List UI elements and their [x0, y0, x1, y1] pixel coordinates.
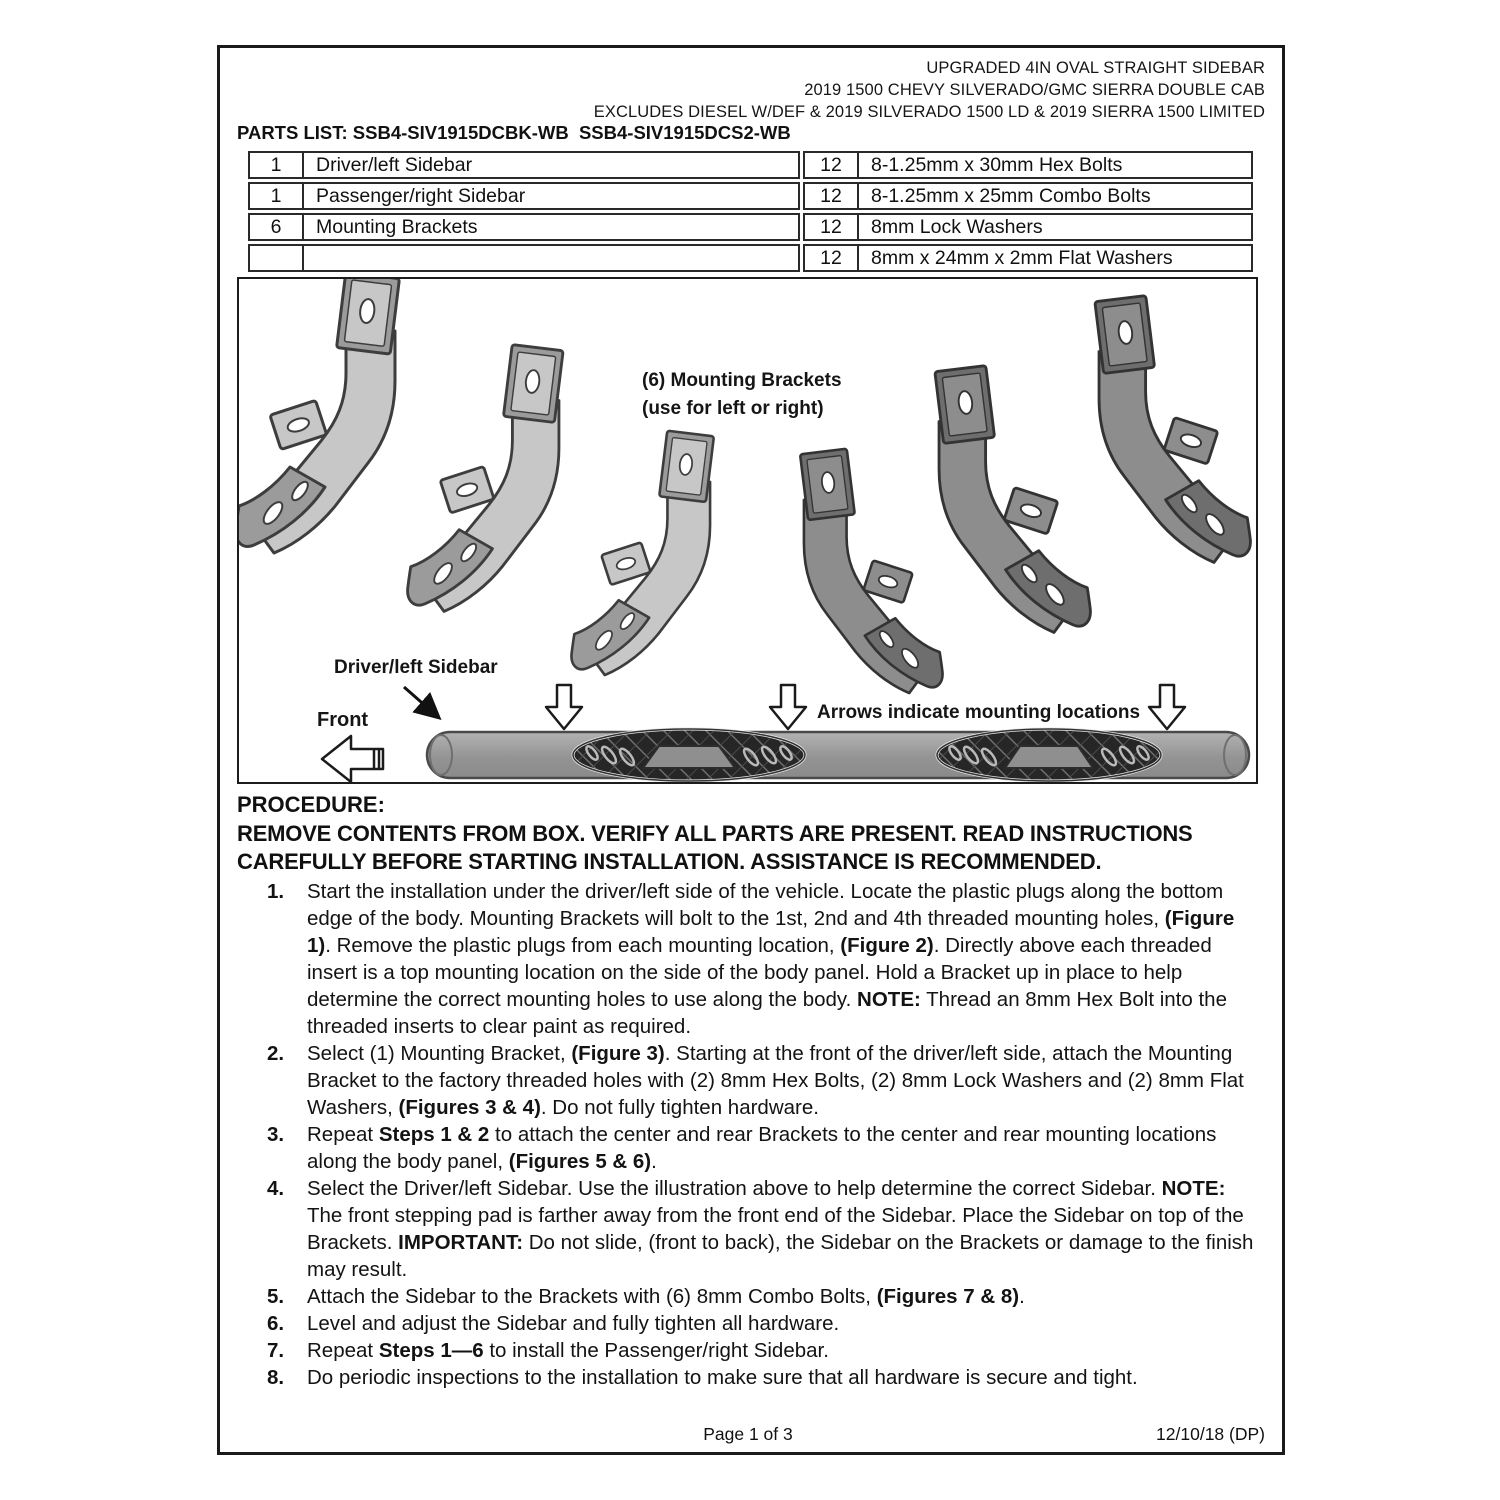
step-text: Repeat Steps 1 & 2 to attach the center and rear Brackets to the center and rear mounting locations along the body panel, (Figures 5 & 6).	[307, 1123, 1217, 1173]
parts-row-left-box	[248, 151, 800, 179]
header-title-line: UPGRADED 4IN OVAL STRAIGHT SIDEBAR	[926, 59, 1265, 77]
stepping-pad-front	[573, 729, 805, 781]
mounting-bracket-illustration-5	[935, 366, 1091, 633]
parts-row-left-box	[248, 244, 800, 272]
parts-table	[248, 151, 1253, 275]
description-cell: Driver/left Sidebar	[316, 154, 473, 176]
description-cell: 8mm x 24mm x 2mm Flat Washers	[871, 247, 1173, 269]
down-arrow-icon	[546, 685, 582, 729]
procedure-step-4	[267, 1175, 1259, 1283]
mounting-bracket-illustration-4	[800, 449, 942, 693]
parts-row-left-box	[248, 182, 800, 210]
down-arrow-icon	[770, 685, 806, 729]
procedure-step-3	[267, 1121, 1259, 1175]
step-text: Select the Driver/left Sidebar. Use the illustration above to help determine the correct Sidebar. NOTE: The front stepping pad is farther away from the front end of the Sidebar. Place the Sidebar on top of the Brackets. IMPORTANT: Do not slide, (front to back), the Sidebar on the Brackets or damage to the finish may result.	[307, 1177, 1254, 1281]
parts-list-title: PARTS LIST: SSB4-SIV1915DCBK-WB SSB4-SIV1915DCS2-WB	[237, 122, 791, 143]
description-cell: Passenger/right Sidebar	[316, 185, 526, 207]
parts-table-row	[248, 151, 1253, 179]
qty-cell: 12	[805, 153, 859, 177]
qty-cell: 1	[250, 184, 304, 208]
procedure-step-1	[267, 878, 1259, 1040]
document-header	[400, 57, 1265, 123]
mounting-locations-label: Arrows indicate mounting locations	[817, 702, 1141, 723]
step-number: 1.	[267, 880, 285, 903]
procedure-step-8	[267, 1364, 1259, 1391]
qty-cell: 12	[805, 246, 859, 270]
mounting-bracket-illustration-6	[1095, 296, 1251, 563]
stepping-pad-rear	[937, 729, 1161, 781]
mounting-bracket-illustration-1	[239, 279, 399, 553]
qty-cell: 12	[805, 184, 859, 208]
description-cell	[304, 246, 798, 270]
page-number: Page 1 of 3	[703, 1424, 793, 1444]
driver-sidebar-label: Driver/left Sidebar	[334, 657, 498, 678]
step-text: Level and adjust the Sidebar and fully tighten all hardware.	[307, 1312, 840, 1335]
front-arrow-icon	[322, 736, 383, 782]
step-text: Do periodic inspections to the installation to make sure that all hardware is secure and tight.	[307, 1366, 1138, 1389]
description-cell: 8-1.25mm x 30mm Hex Bolts	[871, 154, 1123, 176]
qty-cell: 1	[250, 153, 304, 177]
procedure-heading: PROCEDURE:	[237, 792, 385, 817]
step-number: 7.	[267, 1339, 285, 1362]
down-arrow-icon	[1149, 685, 1185, 729]
qty-cell	[250, 246, 304, 270]
procedure-step-7	[267, 1337, 1259, 1364]
description-cell: Mounting Brackets	[316, 216, 478, 238]
step-text: Select (1) Mounting Bracket, (Figure 3). Starting at the front of the driver/left side, attach the Mounting Bracket to the factory threaded holes with (2) 8mm Hex Bolts, (2) 8mm Lock Washers and (2) 8mm Flat Washers, (Figures 3 & 4). Do not fully tighten hardware.	[307, 1042, 1244, 1119]
parts-row-left-box	[248, 213, 800, 241]
parts-table-row	[248, 182, 1253, 210]
revision-date: 12/10/18 (DP)	[1156, 1424, 1265, 1444]
brackets-count-label: (6) Mounting Brackets (use for left or right)	[642, 370, 842, 419]
parts-row-right-box	[803, 151, 1253, 179]
step-text: Start the installation under the driver/left side of the vehicle. Locate the plastic plugs along the bottom edge of the body. Mounting Brackets will bolt to the 1st, 2nd and 4th threaded mounting holes, (Figure 1). Remove the plastic plugs from each mounting location, (Figure 2). Directly above each threaded insert is a top mounting location on the side of the body panel. Hold a Bracket up in place to help determine the correct mounting holes to use along the body. NOTE: Thread an 8mm Hex Bolt into the threaded inserts to clear paint as required.	[307, 880, 1235, 1038]
header-excludes-line: EXCLUDES DIESEL W/DEF & 2019 SILVERADO 1500 LD & 2019 SIERRA 1500 LIMITED	[593, 103, 1265, 121]
parts-row-right-box	[803, 213, 1253, 241]
description-cell: 8mm Lock Washers	[871, 216, 1043, 238]
step-number: 3.	[267, 1123, 285, 1146]
front-label: Front	[317, 709, 369, 731]
parts-table-row	[248, 213, 1253, 241]
parts-row-right-box	[803, 182, 1253, 210]
step-number: 8.	[267, 1366, 285, 1389]
step-number: 4.	[267, 1177, 285, 1200]
mounting-bracket-illustration-3	[571, 431, 713, 675]
parts-table-row	[248, 244, 1253, 272]
header-vehicle-line: 2019 1500 CHEVY SILVERADO/GMC SIERRA DOUBLE CAB	[804, 81, 1265, 99]
step-number: 2.	[267, 1042, 285, 1065]
figure-box	[237, 277, 1258, 784]
procedure-steps	[267, 878, 1259, 1391]
procedure-step-5	[267, 1283, 1259, 1310]
step-number: 6.	[267, 1312, 285, 1335]
sidebar-label-pointer-arrow	[404, 687, 437, 716]
step-number: 5.	[267, 1285, 285, 1308]
description-cell: 8-1.25mm x 25mm Combo Bolts	[871, 185, 1151, 207]
procedure-intro: REMOVE CONTENTS FROM BOX. VERIFY ALL PARTS ARE PRESENT. READ INSTRUCTIONS CAREFULLY BEFORE STARTING INSTALLATION. ASSISTANCE IS RECOMMENDED.	[237, 821, 1193, 874]
qty-cell: 6	[250, 215, 304, 239]
step-text: Attach the Sidebar to the Brackets with (6) 8mm Combo Bolts, (Figures 7 & 8).	[307, 1285, 1025, 1308]
parts-row-right-box	[803, 244, 1253, 272]
mounting-bracket-illustration-2	[408, 345, 564, 612]
step-text: Repeat Steps 1—6 to install the Passenger/right Sidebar.	[307, 1339, 829, 1362]
qty-cell: 12	[805, 215, 859, 239]
procedure-step-6	[267, 1310, 1259, 1337]
procedure-step-2	[267, 1040, 1259, 1121]
